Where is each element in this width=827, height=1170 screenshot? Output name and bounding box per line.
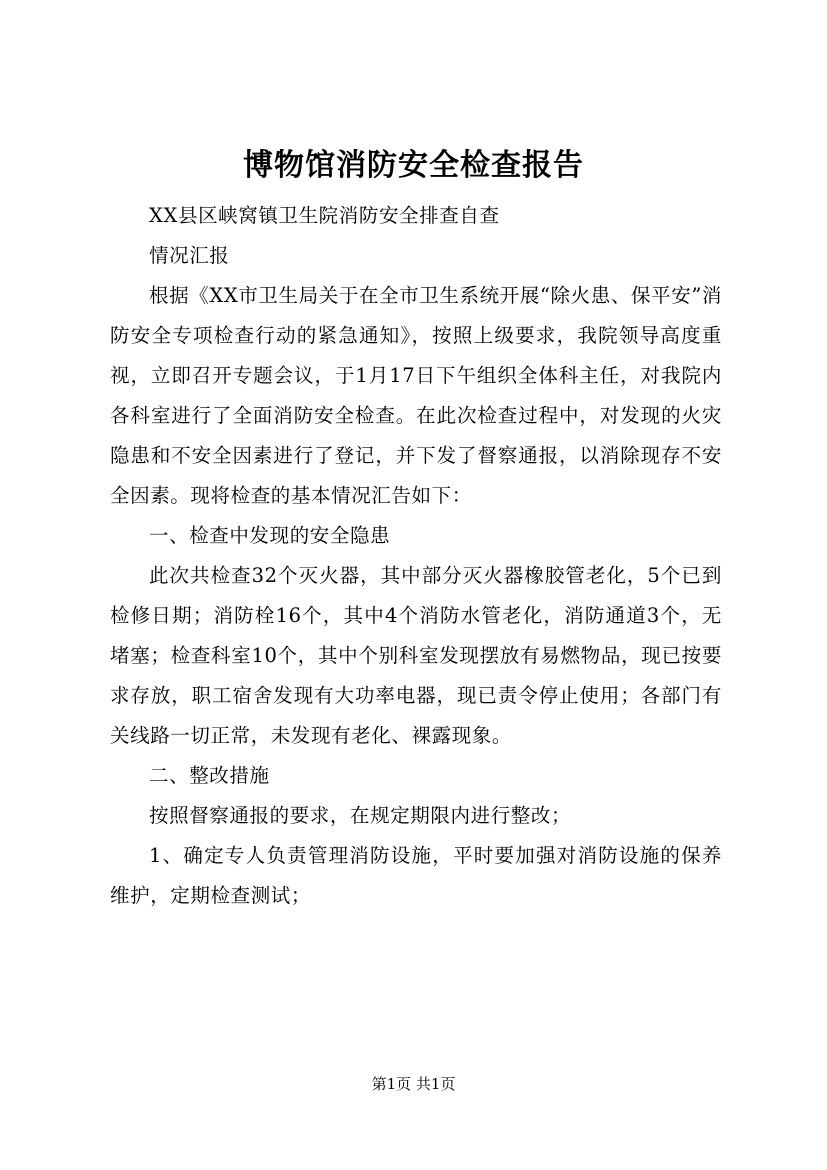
paragraph-measures-intro: 按照督察通报的要求，在规定期限内进行整改； (149, 804, 572, 827)
section-heading-measures: 二、整改措施 (149, 764, 270, 787)
paragraph-hazards: 此次共检查32个灭火器，其中部分灭火器橡胶管老化，5个已到检修日期；消防栓16个，其中4个消防水管老化，消防通道3个，无堵塞；检查科室10个，其中个别科室发现摆放有易燃物品，现已按要求存放，职工宿舍发现有大功率电器，现已责令停止使用；各部门有关线路一切正常，未发现有老化、裸露现象。 (110, 564, 722, 747)
document-title: 博物馆消防安全检查报告 (243, 148, 584, 183)
section-heading-hazards: 一、检查中发现的安全隐患 (149, 524, 391, 547)
page-number-footer: 第1页 共1页 (371, 1075, 456, 1093)
document-body (110, 196, 722, 916)
paragraph-measure-1: 1、确定专人负责管理消防设施，平时要加强对消防设施的保养维护，定期检查测试； (110, 844, 722, 907)
paragraph-subtitle-line2: 情况汇报 (149, 244, 230, 267)
paragraph-intro: 根据《XX市卫生局关于在全市卫生系统开展“除火患、保平安”消防安全专项检查行动的紧急通知》，按照上级要求，我院领导高度重视，立即召开专题会议，于1月17日下午组织全体科主任，对我院内各科室进行了全面消防安全检查。在此次检查过程中，对发现的火灾隐患和不安全因素进行了登记，并下发了督察通报，以消除现存不安全因素。现将检查的基本情况汇告如下： (110, 284, 722, 507)
paragraph-subtitle-line1: XX县区峡窝镇卫生院消防安全排查自查 (149, 204, 500, 227)
